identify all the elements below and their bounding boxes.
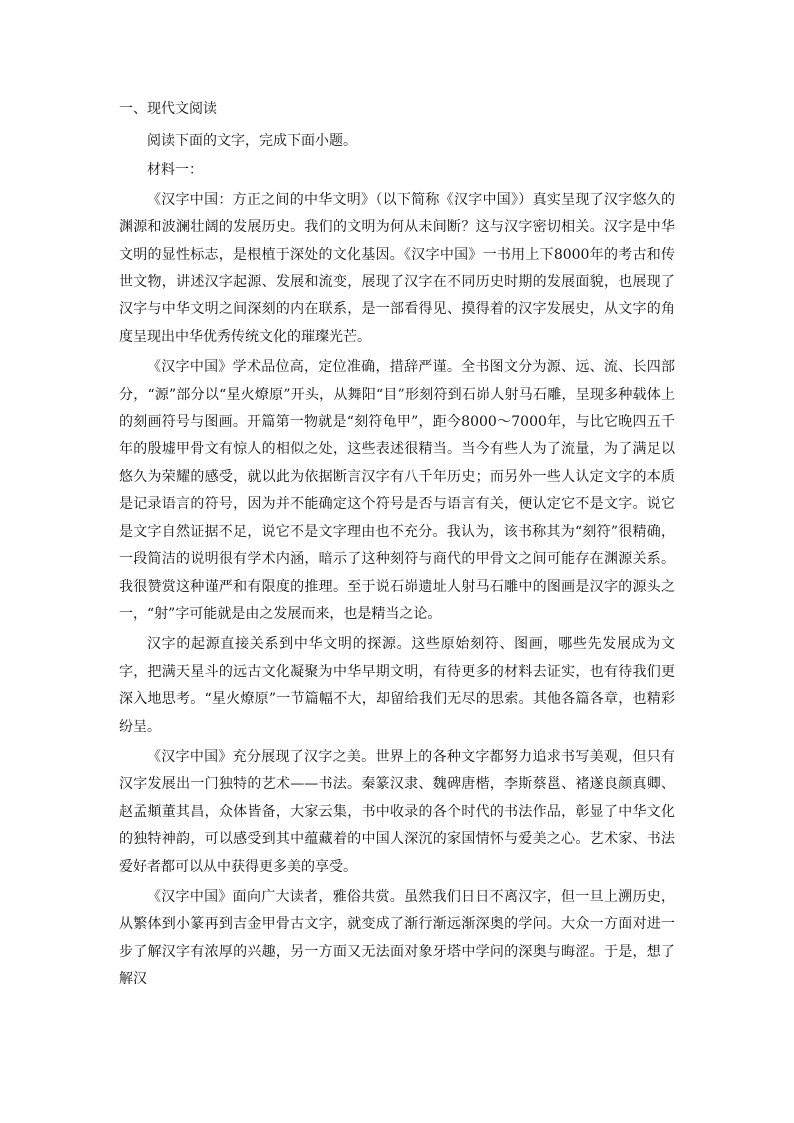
paragraph-2: 《汉字中国》学术品位高，定位准确，措辞严谨。全书图文分为源、远、流、长四部分，“源”部分以“星火燎原”开头，从舞阳“目”形刻符到石峁人射马石雕，呈现多种载体上的刻画符号与图画。开篇第一物就是“刻符龟甲”，距今8000～7000年，与比它晚四五千年的殷墟甲骨文有惊人的相似之处，这些表述很精当。当今有些人为了流量，为了满足以悠久为荣耀的感受，就以此为依据断言汉字有八千年历史；而另外一些人认定文字的本质是记录语言的符号，因为并不能确定这个符号是否与语言有关，便认定它不是文字。说它是文字自然证据不足，说它不是文字理由也不充分。我认为，该书称其为“刻符”很精确，一段简洁的说明很有学术内涵，暗示了这种刻符与商代的甲骨文之间可能存在渊源关系。我很赞赏这种谨严和有限度的推理。至于说石峁遗址人射马石雕中的图画是汉字的源头之一，“射”字可能就是由之发展而来，也是精当之论。 bbox=[119, 359, 675, 622]
paragraph-4: 《汉字中国》充分展现了汉字之美。世界上的各种文字都努力追求书写美观，但只有汉字发展出一门独特的艺术——书法。秦篆汉隶、魏碑唐楷，李斯蔡邕、褚遂良颜真卿、赵孟頫董其昌，众体皆备，大家云集，书中收录的各个时代的书法作品，彰显了中华文化的独特神韵，可以感受到其中蕴藏着的中国人深沉的家国情怀与爱美之心。艺术家、书法爱好者都可以从中获得更多美的享受。 bbox=[119, 748, 675, 875]
paragraph-3: 汉字的起源直接关系到中华文明的探源。这些原始刻符、图画，哪些先发展成为文字，把满天星斗的远古文化凝聚为中华早期文明，有待更多的材料去证实，也有待我们更深入地思考。“星火燎原”一节篇幅不大，却留给我们无尽的思索。其他各篇各章，也精彩纷呈。 bbox=[119, 636, 675, 735]
document-page bbox=[119, 98, 675, 997]
instruction-text: 阅读下面的文字，完成下面小题。 bbox=[147, 133, 357, 149]
paragraph-1: 《汉字中国：方正之间的中华文明》（以下简称《汉字中国》）真实呈现了汉字悠久的渊源和波澜壮阔的发展历史。我们的文明为何从未间断？这与汉字密切相关。汉字是中华文明的显性标志，是根植于深处的文化基因。《汉字中国》一书用上下8000年的考古和传世文物，讲述汉字起源、发展和流变，展现了汉字在不同历史时期的发展面貌，也展现了汉字与中华文明之间深刻的内在联系，是一部看得见、摸得着的汉字发展史，从文字的角度呈现出中华优秀传统文化的璀璨光芒。 bbox=[119, 191, 675, 345]
section-title: 一、现代文阅读 bbox=[119, 101, 217, 117]
material-label: 材料一： bbox=[147, 162, 203, 179]
paragraph-5: 《汉字中国》面向广大读者，雅俗共赏。虽然我们日日不离汉字，但一旦上溯历史，从繁体到小篆再到吉金甲骨古文字，就变成了渐行渐远渐深奥的学问。大众一方面对进一步了解汉字有浓厚的兴趣，另一方面又无法面对象牙塔中学问的深奥与晦涩。于是，想了解汉 bbox=[119, 888, 675, 988]
